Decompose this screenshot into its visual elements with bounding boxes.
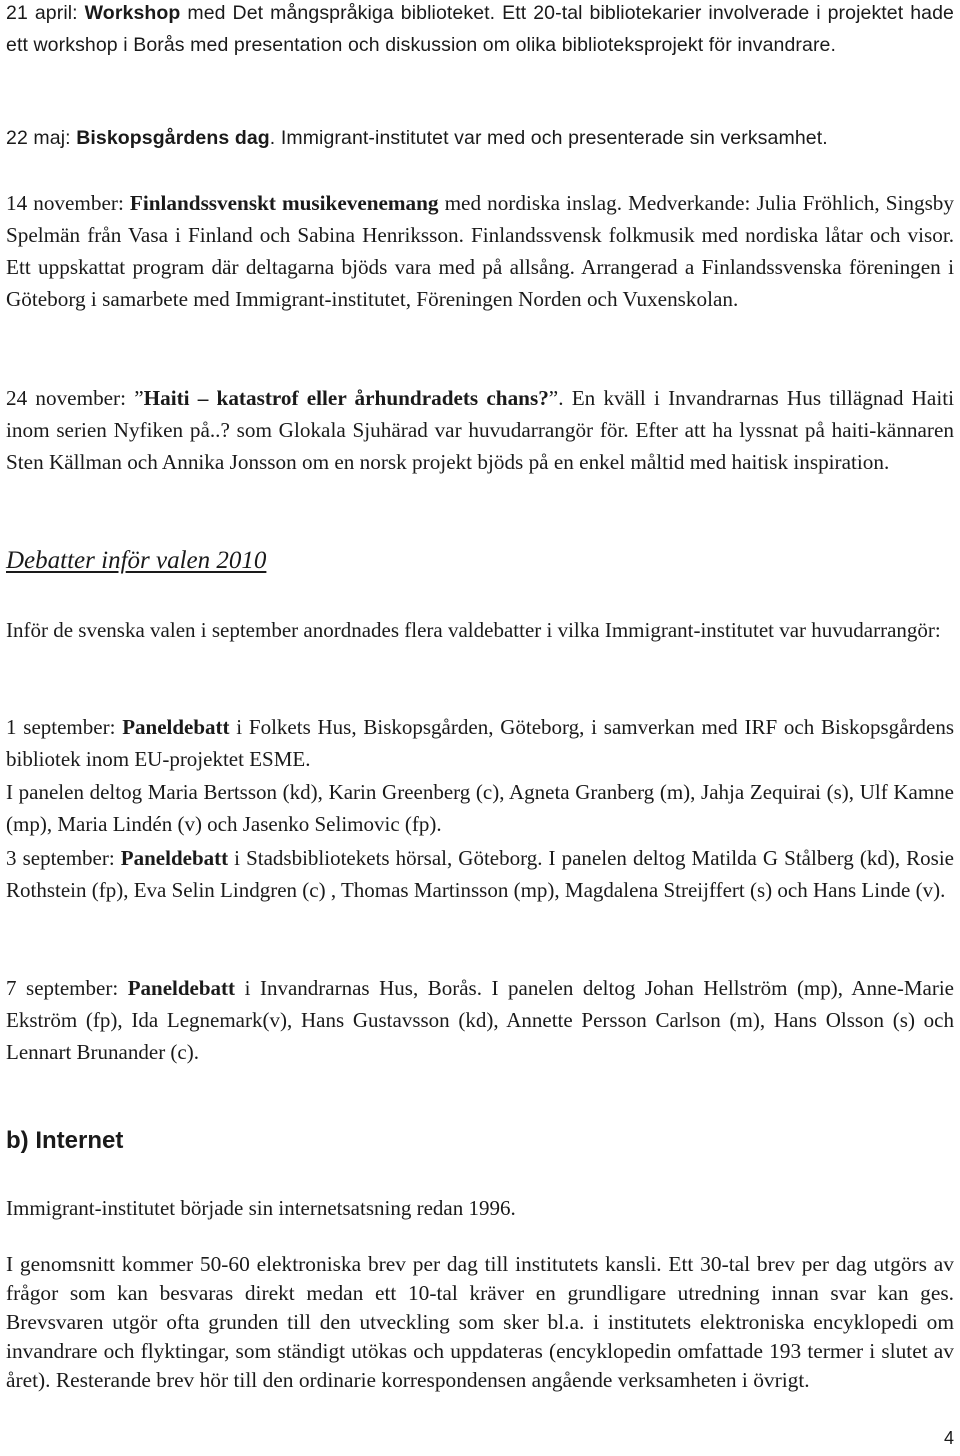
event-biskopsgardens-dag [6,122,954,154]
debate-date: 1 september: [6,715,116,739]
debate-text: i Stadsbibliotekets hörsal, Göteborg. I panelen deltog Matilda G Stålberg (kd), Rosie Rothstein (fp), Eva Selin Lindgren (c) , Thomas Martinsson (mp), Magdalena Streijffert (s) och Hans Linde (v). [6,846,954,902]
debate-text: i Folkets Hus, Biskopsgården, Göteborg, i samverkan med IRF och Biskopsgårdens bibliotek inom EU-projektet ESME. [6,715,954,771]
event-text: ”. En kväll i Invandrarnas Hus tillägnad Haiti inom serien Nyfiken på..? som Glokala Sjuhärad var huvudarrangör för. Efter att ha lyssnat på haiti-kännaren Sten Källman och Annika Jonsson om en norsk projekt bjöds på en enkel måltid med haitisk inspiration. [6,386,954,474]
debate-7-september [6,972,954,1068]
event-date: 21 april: [6,2,78,24]
event-title: Finlandssvenskt musikevenemang [129,191,439,215]
event-date: 24 november: ” [6,386,144,410]
debate-date: 7 september: [6,976,119,1000]
event-title: Biskopsgårdens dag [76,127,270,149]
heading-debatter: Debatter inför valen 2010 [6,547,267,574]
debate-1-panel: I panelen deltog Maria Bertsson (kd), Karin Greenberg (c), Agneta Granberg (m), Jahja Zequirai (s), Ulf Kamne (mp), Maria Lindén (v) och Jasenko Selimovic (fp). [6,780,954,836]
paragraph-intro-debates: Inför de svenska valen i september anordnades flera valdebatter i vilka Immigrant-institutet var huvudarrangör: [6,618,941,642]
event-date: 14 november: [6,191,124,215]
event-workshop [6,0,954,61]
event-date: 22 maj: [6,127,71,149]
event-text: med Det mångspråkiga biblioteket. Ett 20-tal bibliotekarier involverade i projektet hade ett workshop i Borås med presentation och diskussion om olika biblioteksprojekt för invandrare. [6,2,954,56]
debate-title: Paneldebatt [127,976,236,1000]
debate-1-september [6,711,954,775]
event-text: med nordiska inslag. Medverkande: Julia Fröhlich, Singsby Spelmän från Vasa i Finland och Sabina Henriksson. Finlandssvensk folkmusik med nordiska låtar och visor. Ett uppskattat program där deltagarna bjöds vara med på allsång. Arrangerad a Finlandssvenska föreningen i Göteborg i samarbete med Immigrant-institutet, Föreningen Norden och Vuxenskolan. [6,191,954,311]
debate-text: i Invandrarnas Hus, Borås. I panelen deltog Johan Hellström (mp), Anne-Marie Ekström (fp), Ida Legnemark(v), Hans Gustavsson (kd), Annette Persson Carlson (m), Hans Olsson (s) och Lennart Brunander (c). [6,976,955,1064]
paragraph-internet-letters: I genomsnitt kommer 50-60 elektroniska brev per dag till institutets kansli. Ett 30-tal brev per dag utgörs av frågor som kan besvaras direkt medan ett 10-tal kräver en grundligare utredning innan svar kan ges. Brevsvaren utgör ofta grunden till den utveckling som sker bl.a. i institutets elektroniska encyklopedi om invandrare och flyktingar, som ständigt utökas och uppdateras (encyklopedin omfattade 193 termer i slutet av året). Resterande brev hör till den ordinarie korrespondensen angående verksamheten i övrigt. [6,1252,954,1392]
event-text: . Immigrant-institutet var med och presenterade sin verksamhet. [269,127,828,149]
event-title: Haiti – katastrof eller århundradets chans? [143,386,549,410]
debate-title: Paneldebatt [120,846,229,870]
event-finlandssvenskt [6,187,954,315]
heading-internet: b) Internet [6,1127,124,1154]
event-haiti [6,382,954,478]
debate-title: Paneldebatt [122,715,230,739]
paragraph-internet-start: Immigrant-institutet började sin internetsatsning redan 1996. [6,1196,516,1220]
debate-3-september [6,842,954,906]
debate-date: 3 september: [6,846,115,870]
page-number: 4 [943,1428,954,1448]
event-title: Workshop [84,2,181,24]
